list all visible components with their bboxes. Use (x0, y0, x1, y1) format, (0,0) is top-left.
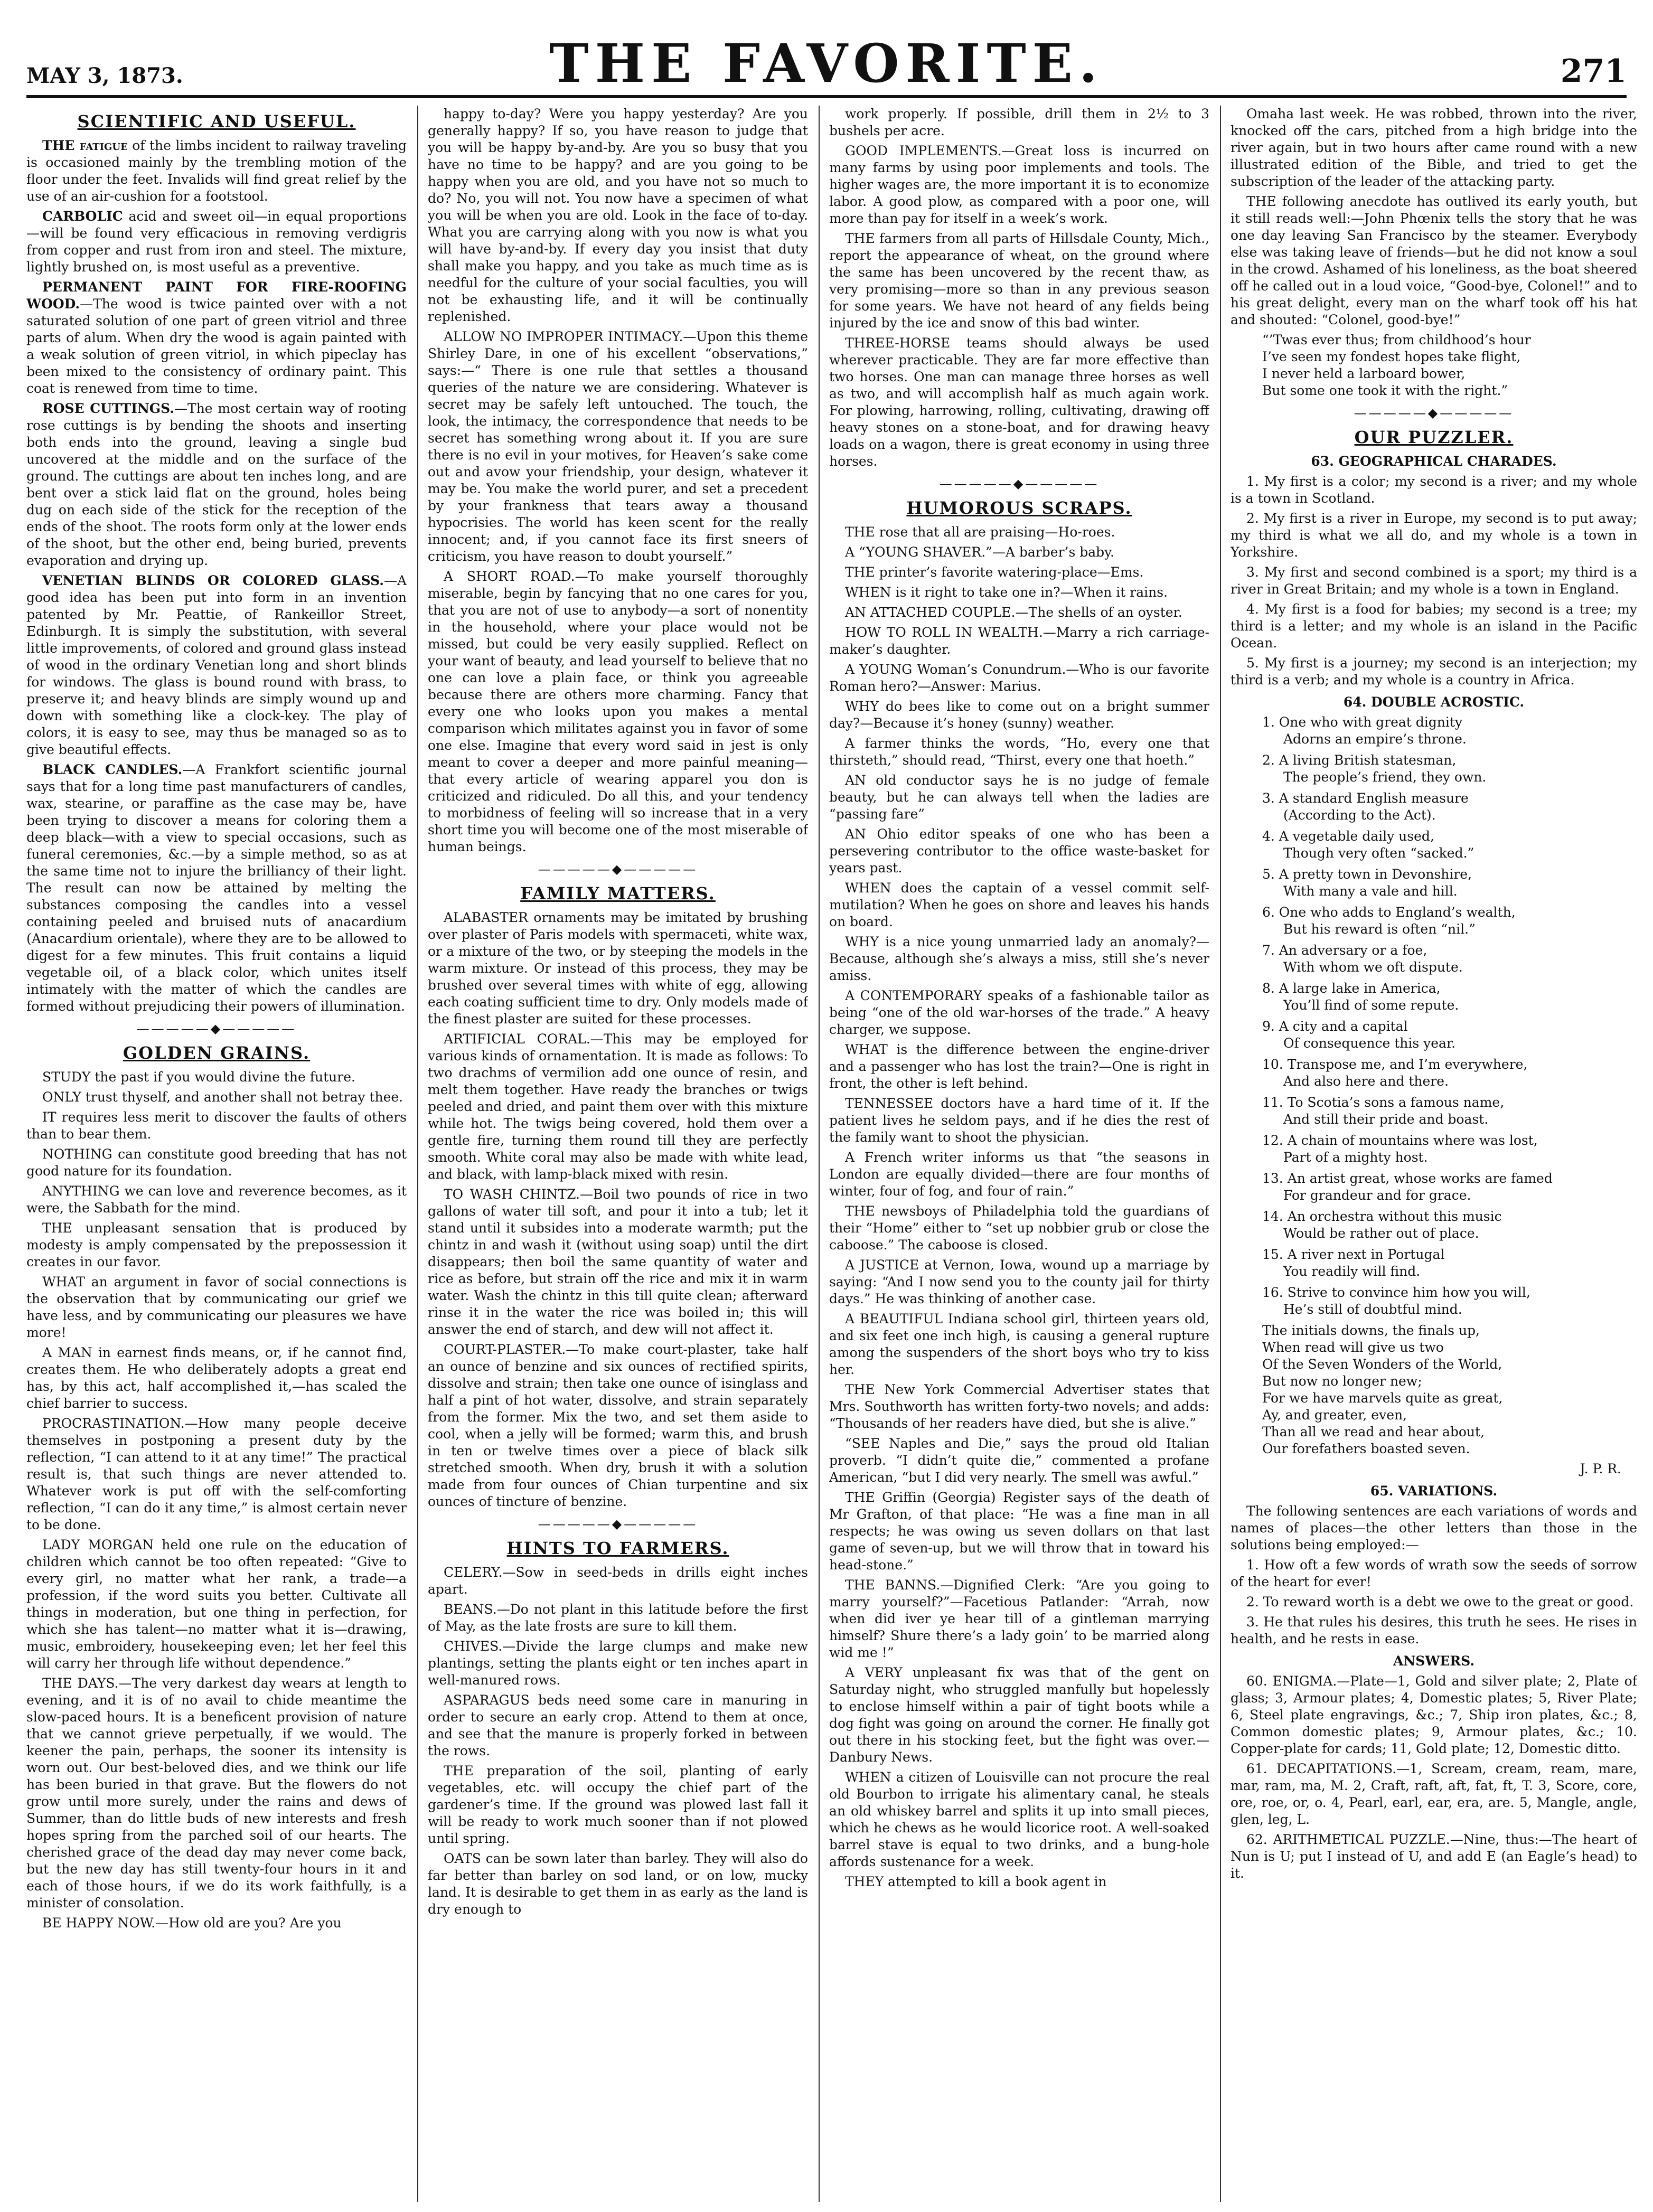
paragraph: IT requires less merit to discover the faults of others than to bear them. (26, 1109, 407, 1142)
acrostic-verse: The initials downs, the finals up, When read will give us two Of the Seven Wonders of the World, But now no longer new; For we have marvels quite as great, Ay, and greater, even, Than all we read and hear about, Our forefathers boasted seven. (1262, 1323, 1503, 1456)
paragraph: THE fatigue of the limbs incident to railway traveling is occasioned mainly by the trembling motion of the floor under the feet. Invalids will find great relief by the use of an air-cushion for a footstool. (26, 138, 407, 204)
paragraph: TO WASH CHINTZ.—Boil two pounds of rice in two gallons of water till soft, and pour it into a tub; let it stand until it subsides into a moderate warmth; put the chintz in and wash it (without using soap) until the dirt disappears; then boil the same quantity of water and rice as before, but strain off the rice and mix it in warm water. Wash the chintz in this till quite clean; afterward rinse it in the water the rice was boiled in; this will answer the end of starch, and dew will not affect it. (428, 1187, 808, 1337)
paragraph: THE farmers from all parts of Hillsdale County, Mich., report the appearance of wheat, on the ground where the same has been uncovered by the recent thaw, as very promising—more so than in any previous season for some years. We have not heard of any fields being injured by the ice and snow of this bad winter. (829, 231, 1209, 331)
ornament-divider: —————◆————— (538, 1517, 698, 1531)
acrostic-item: 16. Strive to convince him how you will, He’s still of doubtful mind. (1262, 1285, 1530, 1317)
paragraph: AN ATTACHED COUPLE.—The shells of an oyster. (845, 605, 1182, 620)
paragraph: THE DAYS.—The very darkest day wears at length to evening, and it is of no avail to chide meantime the slow-paced hours. It is a beneficent provision of nature that we cannot grieve perpetually, if we would. The keener the pain, perhaps, the sooner its intensity is worn out. Our best-beloved dies, and we think our life has been buried in that grave. But the flowers do not grow until more surely, under the rains and dews of Summer, than do little buds of new interests and fresh hopes spring from the parched soil of our hearts. The cherished grace of the dead day may never come back, but the new day has still twenty-four hours in it and each of those hours, if we do its work faithfully, is a minister of consolation. (26, 1676, 407, 1910)
paragraph: BLACK CANDLES.—A Frankfort scientific journal says that for a long time past manufacturers of candles, wax, stearine, or paraffine as the case may be, have been trying to discover a means for coloring them a deep black—with a view to special occasions, such as funeral ceremonies, &c.—by a simple method, so as at the same time not to injure the brilliancy of their light. The result can now be attained by melting the substances composing the candles into a vessel containing peeled and bruised nuts of anacardium (Anacardium orientale), where they are to be allowed to digest for a few minutes. This fruit contains a liquid vegetable oil, of a black color, which unites itself intimately with the matter of which the candles are formed without prejudicing their powers of illumination. (26, 762, 407, 1014)
paragraph: THE following anecdote has outlived its early youth, but it still reads well:—John Phœnix tells the story that he was one day leaving San Francisco by the steamer. Everybody else was taking leave of friends—but he did not know a soul in the crowd. Ashamed of his loneliness, as the boat sheered off he called out in a loud voice, “Good-bye, Colonel!” and to his great delight, every man on the wharf took off his hat and shouted: “Colonel, good-bye!” (1231, 194, 1637, 327)
paragraph: OATS can be sown later than barley. They will also do far better than barley on sod land, or on low, mucky land. It is desirable to get them in as early as the land is dry enough to (428, 1851, 808, 1917)
ornament-divider: —————◆————— (1354, 406, 1514, 420)
paragraph: STUDY the past if you would divine the future. (42, 1069, 355, 1085)
paragraph: WHY do bees like to come out on a bright summer day?—Because it’s honey (sunny) weather. (829, 699, 1209, 731)
paragraph: WHAT is the difference between the engine-driver and a passenger who has lost the train?—One is right in front, the other is left behind. (829, 1042, 1209, 1091)
paragraph: WHEN a citizen of Louisville can not procure the real old Bourbon to irrigate his alimentary canal, he steals an old whiskey barrel and splits it up into small pieces, which he chews as he would licorice root. A well-soaked barrel stave is equal to two drinks, and a bung-hole affords sustenance for a week. (829, 1769, 1209, 1869)
paragraph: COURT-PLASTER.—To make court-plaster, take half an ounce of benzine and six ounces of rectified spirits, dissolve and strain; then take one ounce of isinglass and half a pint of hot water, dissolve, and strain separately from the former. Mix the two, and set them aside to cool, when a jelly will be formed; warm this, and brush in ten or twelve times over a piece of black silk stretched smooth. When dry, brush it with a solution made from four ounces of Chian turpentine and six ounces of tincture of benzine. (428, 1342, 808, 1509)
masthead-rule (26, 95, 1627, 98)
section-heading: HUMOROUS SCRAPS. (906, 498, 1132, 518)
paragraph: CHIVES.—Divide the large clumps and make new plantings, setting the plants eight or ten inches apart in well-manured rows. (428, 1639, 808, 1688)
paragraph: 60. ENIGMA.—Plate—1, Gold and silver plate; 2, Plate of glass; 3, Armour plates; 4, Domestic plates; 5, River Plate; 6, Steel plate engravings, &c.; 7, Ship iron plates, &c.; 8, Common domestic plates; 9, Armour plates, &c.; 10. Copper-plate for cards; 11, Gold plate; 12, Domestic ditto. (1231, 1673, 1637, 1756)
paragraph: ALABASTER ornaments may be imitated by brushing over plaster of Paris models with spermaceti, white wax, or a mixture of the two, or by steeping the models in the warm mixture. Or instead of this process, they may be brushed over several times with white of egg, allowing each coating sufficient time to dry. Only models made of the finest plaster are suited for these processes. (428, 910, 808, 1027)
paragraph: happy to-day? Were you happy yesterday? Are you generally happy? If so, you have reason to judge that you will be happy by-and-by. Are you so busy that you have no time to be happy? and are you going to be happy when you are old, and you have not so much to do? No, you will not. You now have a specimen of what you will be when you are old. Look in the face of to-day. What you are carrying along with you now is what you will have by-and-by. If every day you insist that duty shall make you happy, and you take as much time as is needful for the culture of your social faculties, you will not be exhausting life, and it will be continually replenished. (428, 106, 808, 324)
puzzle-heading: 63. GEOGRAPHICAL CHARADES. (1311, 454, 1557, 469)
paragraph: CARBOLIC acid and sweet oil—in equal proportions—will be found very efficacious in removing verdigris from copper and rust from iron and steel. The mixture, lightly brushed on, is most useful as a preventive. (26, 209, 407, 275)
paragraph: A VERY unpleasant fix was that of the gent on Saturday night, who struggled manfully but hopelessly to enclose himself within a pair of tight boots while a dog fight was going on around the corner. He finally got out there in his stocking feet, but the fight was over.—Danbury News. (829, 1665, 1209, 1765)
column-2 (428, 106, 808, 2202)
paragraph: 5. My first is a journey; my second is an interjection; my third is a verb; and my whole is a country in Africa. (1231, 655, 1637, 688)
paragraph: “SEE Naples and Die,” says the proud old Italian proverb. “I didn’t quite die,” commented a profane American, “but I did very nearly. The smell was awful.” (829, 1436, 1209, 1485)
ornament-divider: —————◆————— (538, 862, 698, 877)
paragraph: ONLY trust thyself, and another shall not betray thee. (42, 1089, 403, 1105)
acrostic-item: 14. An orchestra without this music Would be rather out of place. (1262, 1209, 1502, 1241)
acrostic-item: 6. One who adds to England’s wealth, But his reward is often “nil.” (1262, 905, 1516, 937)
masthead (16, 11, 1637, 95)
paragraph: A JUSTICE at Vernon, Iowa, wound up a marriage by saying: “And I now send you to the county jail for thirty days.” He was thinking of another case. (829, 1257, 1209, 1306)
paragraph: A farmer thinks the words, “Ho, every one that thirsteth,” should read, “Thirst, every one that hoeth.” (829, 736, 1209, 768)
paragraph: TENNESSEE doctors have a hard time of it. If the patient lives he seldom pays, and if he dies the rest of the family want to shoot the physician. (829, 1096, 1209, 1145)
puzzle-heading: 64. DOUBLE ACROSTIC. (1343, 694, 1525, 710)
newspaper-title: THE FAVORITE. (549, 32, 1104, 95)
paragraph: The following sentences are each variations of words and names of places—the other letters than those in the solutions being employed:— (1231, 1503, 1637, 1552)
paragraph: 1. My first is a color; my second is a river; and my whole is a town in Scotland. (1231, 474, 1637, 506)
paragraph: AN old conductor says he is no judge of female beauty, but he can always tell when the ladies are “passing fare” (829, 773, 1209, 822)
paragraph: Omaha last week. He was robbed, thrown into the river, knocked off the cars, pitched from a high bridge into the river again, but in two hours after came round with a new illustrated edition of the Bible, and tried to get the subscription of the leader of the attacking party. (1231, 106, 1637, 189)
paragraph: LADY MORGAN held one rule on the education of children which cannot be too often repeated: “Give to every girl, no matter what her rank, a trade—a profession, if the word suits you better. Cultivate all things in moderation, but one thing in perfection, for which she has talent—no matter what it is—drawing, music, embroidery, housekeeping even; let her feel this will carry her through life without dependence.” (26, 1537, 407, 1671)
acrostic-item: 4. A vegetable daily used, Though very often “sacked.” (1262, 829, 1474, 861)
author-signature: J. P. R. (1580, 1461, 1621, 1476)
paragraph: CELERY.—Sow in seed-beds in drills eight inches apart. (428, 1565, 808, 1597)
section-heading: GOLDEN GRAINS. (123, 1043, 311, 1063)
poem-stanza: “’Twas ever thus; from childhood’s hour I’ve seen my fondest hopes take flight, I never held a larboard bower, But some one took it with the right.” (1262, 332, 1531, 398)
puzzle-heading: 65. VARIATIONS. (1370, 1483, 1498, 1499)
acrostic-item: 12. A chain of mountains where was lost, Part of a mighty host. (1262, 1133, 1538, 1165)
paragraph: BEANS.—Do not plant in this latitude before the first of May, as the late frosts are sure to kill them. (428, 1602, 808, 1634)
acrostic-item: 15. A river next in Portugal You readily will find. (1262, 1247, 1445, 1279)
paragraph: WHAT an argument in favor of social connections is the observation that by communicating our grief we have less, and by communicating our pleasures we have more! (26, 1274, 407, 1340)
columns (26, 106, 1637, 2202)
paragraph: THE New York Commercial Advertiser states that Mrs. Southworth has written forty-two novels; and adds: “Thousands of her readers have died, but she is alive.” (829, 1382, 1209, 1431)
section-heading: HINTS TO FARMERS. (506, 1538, 729, 1558)
paragraph: WHEN is it right to take one in?—When it rains. (845, 585, 1168, 600)
paragraph: 2. My first is a river in Europe, my second is to put away; my third is what we all do, and my whole is a town in Yorkshire. (1231, 511, 1637, 560)
paragraph: 3. My first and second combined is a sport; my third is a river in Great Britain; and my whole is a town in England. (1231, 564, 1637, 597)
paragraph: VENETIAN BLINDS OR COLORED GLASS.—A good idea has been put into form in an invention patented by Mr. Peattie, of Rankeillor Street, Edinburgh. It is simply the substitution, with several little improvements, of colored and ground glass instead of wood in the ordinary Venetian long and short blinds for windows. The glass is bound round with brass, to preserve it; and heavy blinds are simply wound up and down with something like a clock-key. The play of colors, it is easy to see, may thus be managed so as to give beautiful effects. (26, 573, 407, 757)
paragraph: THE rose that all are praising—Ho-roes. (845, 524, 1115, 540)
paragraph: A YOUNG Woman’s Conundrum.—Who is our favorite Roman hero?—Answer: Marius. (829, 662, 1209, 694)
paragraph: THE printer’s favorite watering-place—Ems. (845, 564, 1144, 580)
paragraph: WHEN does the captain of a vessel commit self-mutilation? When he goes on shore and leaves his hands on board. (829, 880, 1209, 929)
paragraph: A BEAUTIFUL Indiana school girl, thirteen years old, and six feet one inch high, is causing a general rupture among the suspenders of the short boys who try to kiss her. (829, 1311, 1209, 1377)
acrostic-item: 10. Transpose me, and I’m everywhere, And also here and there. (1262, 1057, 1528, 1089)
newspaper-page (16, 11, 1637, 2202)
acrostic-item: 1. One who with great dignity Adorns an empire’s throne. (1262, 714, 1467, 747)
paragraph: THE preparation of the soil, planting of early vegetables, etc. will occupy the chief part of the gardener’s time. If the ground was plowed last fall it will be ready to work much sooner than if not plowed until spring. (428, 1763, 808, 1846)
paragraph: A SHORT ROAD.—To make yourself thoroughly miserable, begin by fancying that no one cares for you, that you are not of use to anybody—a sort of nonentity in the household, where your place would not be missed, but could be very easily supplied. Reflect on your want of beauty, and lead yourself to believe that no one can love a plain face, or think you agreeable because there are others more charming. Fancy that every one who looks upon you makes a mental comparison which militates against you in favor of some one else. Imagine that every word said in jest is only meant to cover a deeper and more painful meaning—that every article of wearing apparel you don is criticized and ridiculed. Do all this, and your tendency to morbidness of feeling will so increase that in a very short time you will become one of the most miserable of human beings. (428, 569, 808, 854)
paragraph: 61. DECAPITATIONS.—1, Scream, cream, ream, mare, mar, ram, ma, M. 2, Craft, raft, aft, fat, ft, T. 3, Score, core, ore, roe, or, o. 4, Pearl, earl, ear, era, are. 5, Mangle, angle, glen, leg, L. (1231, 1761, 1637, 1827)
acrostic-item: 9. A city and a capital Of consequence this year. (1262, 1019, 1456, 1051)
ornament-divider: —————◆————— (136, 1021, 297, 1036)
paragraph: A MAN in earnest finds means, or, if he cannot find, creates them. He who deliberately adopts a great end has, by this act, half accomplished it,—has scaled the chief barrier to success. (26, 1345, 407, 1411)
acrostic-item: 3. A standard English measure (According to the Act). (1262, 790, 1469, 823)
acrostic-item: 8. A large lake in America, You’ll find of some repute. (1262, 981, 1459, 1013)
acrostic-item: 7. An adversary or a foe, With whom we oft dispute. (1262, 943, 1463, 975)
column-divider (1220, 106, 1221, 2202)
paragraph: THE newsboys of Philadelphia told the guardians of their “Home” either to “set up nobbier grub or close the caboose.” The caboose is closed. (829, 1203, 1209, 1253)
paragraph: BE HAPPY NOW.—How old are you? Are you (42, 1915, 342, 1931)
acrostic-item: 13. An artist great, whose works are famed For grandeur and for grace. (1262, 1171, 1553, 1203)
paragraph: 1. How oft a few words of wrath sow the seeds of sorrow of the heart for ever! (1231, 1557, 1637, 1589)
paragraph: THREE-HORSE teams should always be used wherever practicable. They are far more effective than two horses. One man can manage three horses as well as two, and will accomplish half as much again work. For plowing, harrowing, rolling, cultivating, drawing off heavy stones on a stone-boat, and for drawing heavy loads on a wagon, there is great economy in using three horses. (829, 335, 1209, 469)
paragraph: A CONTEMPORARY speaks of a fashionable tailor as being “one of the old war-horses of the trade.” A heavy charger, we suppose. (829, 988, 1209, 1037)
column-3 (829, 106, 1209, 2202)
paragraph: ROSE CUTTINGS.—The most certain way of rooting rose cuttings is by bending the shoots and inserting both ends into the ground, leaving a single bud uncovered at the middle and on the surface of the ground. The cuttings are about ten inches long, and are bent over a stick laid flat on the ground, holes being dug on each side of the stick for the reception of the ends of the shoot. The roots form only at the lower ends of the shoot, but the other end, being buried, prevents evaporation and drying up. (26, 401, 407, 568)
paragraph: 4. My first is a food for babies; my second is a tree; my third is a letter; and my whole is an island in the Pacific Ocean. (1231, 601, 1637, 651)
paragraph: A “YOUNG SHAVER.”—A barber’s baby. (845, 544, 1114, 560)
paragraph: ARTIFICIAL CORAL.—This may be employed for various kinds of ornamentation. It is made as follows: To two drachms of vermilion add one ounce of resin, and melt them together. Have ready the branches or twigs peeled and dried, and paint them over with this mixture while hot. The twigs being covered, hold them over a gentle fire, turning them round till they are perfectly smooth. White coral may also be made with white lead, and black, with lamp-black mixed with resin. (428, 1031, 808, 1182)
acrostic-item: 2. A living British statesman, The people’s friend, they own. (1262, 752, 1487, 785)
paragraph: ALLOW NO IMPROPER INTIMACY.—Upon this theme Shirley Dare, in one of his excellent “observations,” says:—“ There is one rule that settles a thousand queries of the nature we are considering. Whatever is secret may be safely left untouched. The touch, the look, the intimacy, the correspondence that needs to be secret has something wrong about it. If you are sure there is no evil in your motives, for Heaven’s sake come out and avow your friendship, your design, whatever it may be. You make the world purer, and set a precedent by your frankness that tears away a thousand hypocrisies. The world has keen scent for the really innocent; and, if you cannot face its first sneers of criticism, you have reason to doubt yourself.” (428, 329, 808, 564)
ornament-divider: —————◆————— (939, 476, 1100, 491)
acrostic-item: 11. To Scotia’s sons a famous name, And still their pride and boast. (1262, 1095, 1505, 1127)
paragraph: 62. ARITHMETICAL PUZZLE.—Nine, thus:—The heart of Nun is U; put I instead of U, and add E (an Eagle’s head) to it. (1231, 1832, 1637, 1881)
paragraph: ANYTHING we can love and reverence becomes, as it were, the Sabbath for the mind. (26, 1183, 407, 1216)
column-divider (819, 106, 820, 2202)
section-heading: OUR PUZZLER. (1354, 427, 1514, 447)
paragraph: PERMANENT PAINT FOR FIRE-ROOFING WOOD.—The wood is twice painted over with a not saturated solution of one part of green vitriol and three parts of alum. When dry the wood is again painted with a weak solution of green vitriol, in which pipeclay has been mixed to the consistency of ordinary paint. This coat is renewed from time to time. (26, 279, 407, 396)
paragraph: A French writer informs us that “the seasons in London are equally divided—there are four months of winter, four of fog, and four of rain.” (829, 1150, 1209, 1199)
paragraph: THEY attempted to kill a book agent in (845, 1874, 1107, 1889)
column-divider (417, 106, 418, 2202)
issue-date: MAY 3, 1873. (26, 63, 183, 88)
answers-heading: ANSWERS. (1393, 1653, 1475, 1669)
paragraph: GOOD IMPLEMENTS.—Great loss is incurred on many farms by using poor implements and tools. The higher wages are, the more important it is to economize labor. A good plow, as compared with a poor one, will more than pay for itself in a week’s work. (829, 143, 1209, 226)
column-1 (26, 106, 407, 2202)
paragraph: HOW TO ROLL IN WEALTH.—Marry a rich carriage-maker’s daughter. (829, 625, 1209, 657)
section-heading: FAMILY MATTERS. (520, 883, 716, 903)
paragraph: 2. To reward worth is a debt we owe to the great or good. (1246, 1594, 1634, 1609)
paragraph: AN Ohio editor speaks of one who has been a persevering contributor to the office waste-basket for years past. (829, 826, 1209, 876)
column-4 (1231, 106, 1637, 2202)
paragraph: ASPARAGUS beds need some care in manuring in order to secure an early crop. Attend to them at once, and see that the manure is properly forked in between the rows. (428, 1692, 808, 1758)
section-heading: SCIENTIFIC AND USEFUL. (77, 111, 356, 131)
paragraph: WHY is a nice young unmarried lady an anomaly?—Because, although she’s always a miss, still she’s never amiss. (829, 934, 1209, 983)
paragraph: 3. He that rules his desires, this truth he sees. He rises in health, and he rests in ease. (1231, 1614, 1637, 1646)
paragraph: THE unpleasant sensation that is produced by modesty is amply compensated by the prepossession it creates in our favor. (26, 1220, 407, 1269)
paragraph: THE Griffin (Georgia) Register says of the death of Mr Grafton, of that place: “He was a fine man in all respects; he was owing us seven dollars on that last game of seven-up, but we will throw that in toward his head-stone.” (829, 1490, 1209, 1573)
paragraph: work properly. If possible, drill them in 2½ to 3 bushels per acre. (829, 106, 1209, 138)
paragraph: PROCRASTINATION.—How many people deceive themselves in postponing a present duty by the reflection, “I can attend to it at any time!” The practical result is, that such things are never attended to. Whatever work is put off with the self-comforting reflection, “I can do it any time,” is almost certain never to be done. (26, 1416, 407, 1532)
acrostic-item: 5. A pretty town in Devonshire, With many a vale and hill. (1262, 867, 1472, 899)
page-number: 271 (1560, 53, 1627, 90)
paragraph: NOTHING can constitute good breeding that has not good nature for its foundation. (26, 1146, 407, 1179)
paragraph: THE BANNS.—Dignified Clerk: “Are you going to marry yourself?”—Facetious Patlander: “Arrah, now when did iver ye hear till of a gintleman marrying himself? Shure there’s a lady goin’ to be married along wid me !” (829, 1577, 1209, 1660)
